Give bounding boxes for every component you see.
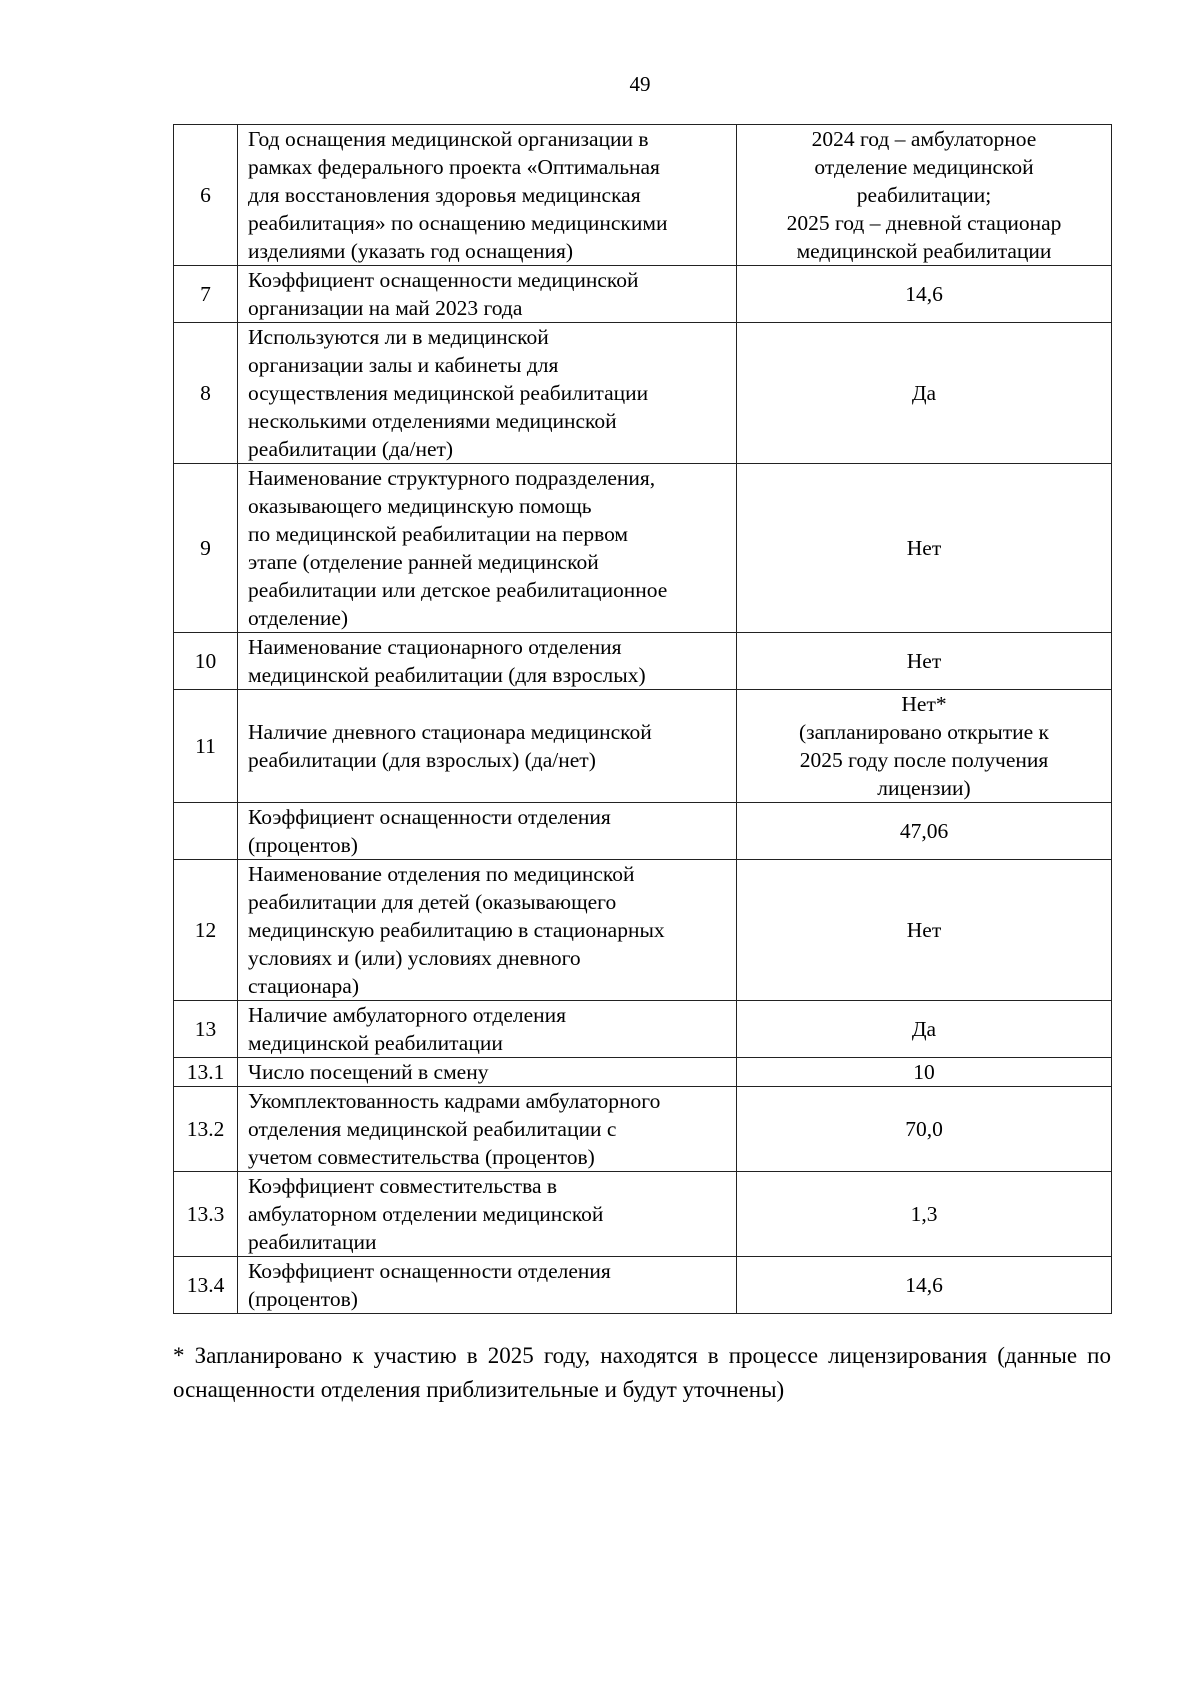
row-number: 13.4 xyxy=(174,1257,238,1314)
table-row xyxy=(174,1001,1112,1058)
row-value: 10 xyxy=(737,1058,1112,1087)
table-row xyxy=(174,464,1112,633)
table-row xyxy=(174,125,1112,266)
row-label: Число посещений в смену xyxy=(238,1058,737,1087)
row-label: Наличие дневного стационара медицинской реабилитации (для взрослых) (да/нет) xyxy=(238,690,737,803)
row-number: 12 xyxy=(174,860,238,1001)
row-label: Укомплектованность кадрами амбулаторного отделения медицинской реабилитации с учетом совместительства (процентов) xyxy=(238,1087,737,1172)
row-label: Наименование стационарного отделения медицинской реабилитации (для взрослых) xyxy=(238,633,737,690)
row-number: 8 xyxy=(174,323,238,464)
row-number: 9 xyxy=(174,464,238,633)
row-number: 13.1 xyxy=(174,1058,238,1087)
row-label: Наименование отделения по медицинской реабилитации для детей (оказывающего медицинскую реабилитацию в стационарных условиях и (или) условиях дневного стационара) xyxy=(238,860,737,1001)
row-value: Нет xyxy=(737,633,1112,690)
row-value: Нет xyxy=(737,464,1112,633)
row-number: 13 xyxy=(174,1001,238,1058)
table-row xyxy=(174,690,1112,803)
row-label: Год оснащения медицинской организации в рамках федерального проекта «Оптимальная для восстановления здоровья медицинская реабилитация» по оснащению медицинскими изделиями (указать год оснащения) xyxy=(238,125,737,266)
footnote: * Запланировано к участию в 2025 году, находятся в процессе лицензирования (данные по оснащенности отделения приблизительные и будут уточнены) xyxy=(173,1343,1111,1402)
page-number: 49 xyxy=(629,72,651,96)
row-label: Коэффициент оснащенности отделения (процентов) xyxy=(238,803,737,860)
table-row xyxy=(174,633,1112,690)
row-number xyxy=(174,803,238,860)
table-row xyxy=(174,803,1112,860)
row-value: Да xyxy=(737,323,1112,464)
row-label: Коэффициент оснащенности отделения (процентов) xyxy=(238,1257,737,1314)
row-value: 47,06 xyxy=(737,803,1112,860)
row-value: Нет* (запланировано открытие к 2025 году после получения лицензии) xyxy=(737,690,1112,803)
table-row xyxy=(174,323,1112,464)
table-row xyxy=(174,860,1112,1001)
row-label: Коэффициент совместительства в амбулаторном отделении медицинской реабилитации xyxy=(238,1172,737,1257)
row-value: Нет xyxy=(737,860,1112,1001)
table-row xyxy=(174,266,1112,323)
row-value: 14,6 xyxy=(737,1257,1112,1314)
row-number: 6 xyxy=(174,125,238,266)
row-number: 7 xyxy=(174,266,238,323)
row-label: Коэффициент оснащенности медицинской организации на май 2023 года xyxy=(238,266,737,323)
row-value: 1,3 xyxy=(737,1172,1112,1257)
row-value: Да xyxy=(737,1001,1112,1058)
table-row xyxy=(174,1257,1112,1314)
row-number: 13.3 xyxy=(174,1172,238,1257)
row-label: Наличие амбулаторного отделения медицинской реабилитации xyxy=(238,1001,737,1058)
row-value: 2024 год – амбулаторное отделение медицинской реабилитации; 2025 год – дневной стационар медицинской реабилитации xyxy=(737,125,1112,266)
row-number: 11 xyxy=(174,690,238,803)
table-row xyxy=(174,1172,1112,1257)
row-label: Наименование структурного подразделения, оказывающего медицинскую помощь по медицинской реабилитации на первом этапе (отделение ранней медицинской реабилитации или детское реабилитационное отделение) xyxy=(238,464,737,633)
row-value: 70,0 xyxy=(737,1087,1112,1172)
table-row xyxy=(174,1058,1112,1087)
row-number: 13.2 xyxy=(174,1087,238,1172)
row-number: 10 xyxy=(174,633,238,690)
row-value: 14,6 xyxy=(737,266,1112,323)
row-label: Используются ли в медицинской организации залы и кабинеты для осуществления медицинской реабилитации несколькими отделениями медицинской реабилитации (да/нет) xyxy=(238,323,737,464)
info-table xyxy=(173,124,1112,1314)
table-row xyxy=(174,1087,1112,1172)
